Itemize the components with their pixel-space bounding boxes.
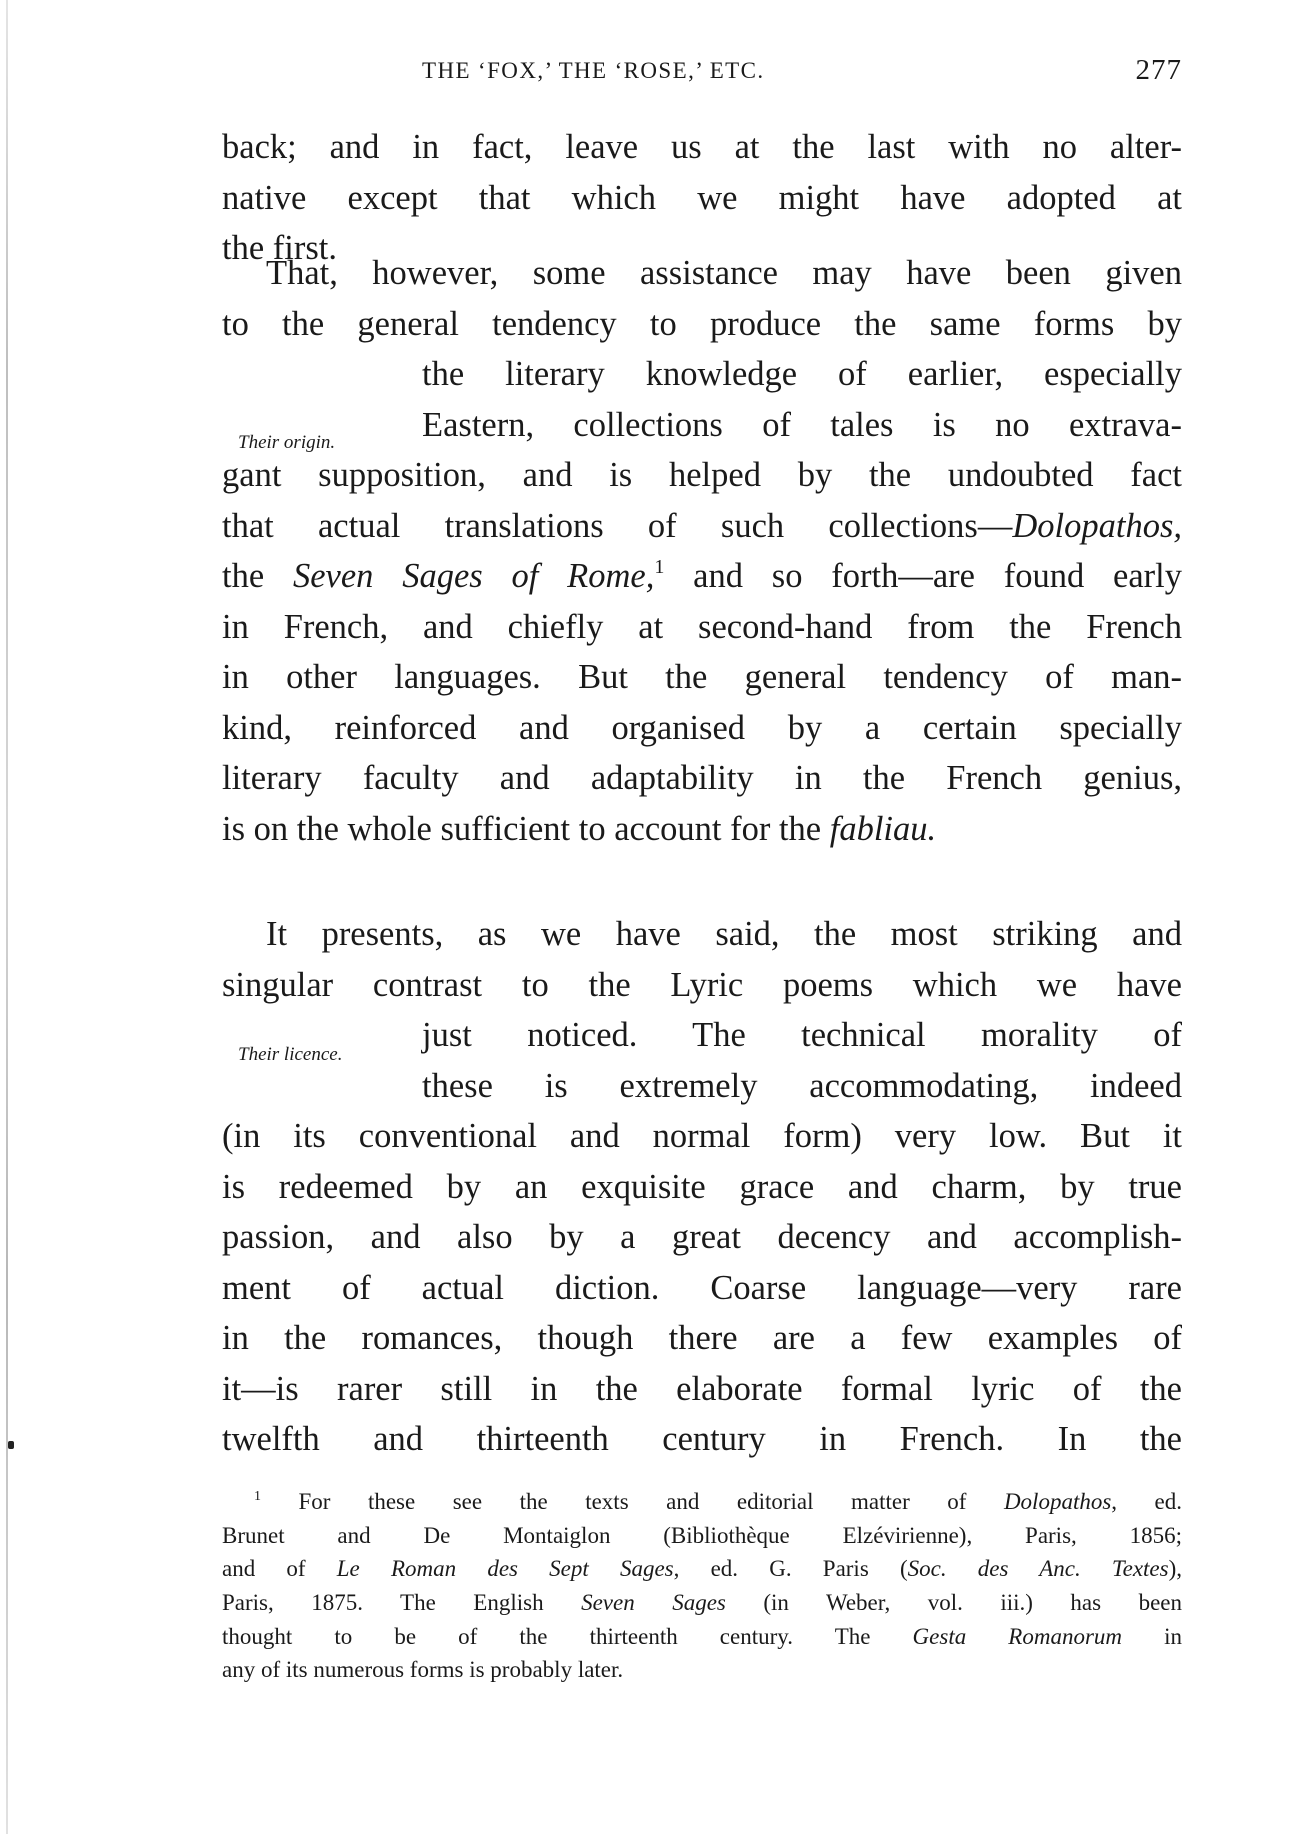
text-line: just noticed. The technical morality of xyxy=(422,1016,1182,1054)
text-line: in other languages. But the general tendency of man- xyxy=(222,658,1182,696)
text-segment: the xyxy=(222,557,293,595)
scan-ink-mark xyxy=(8,1441,14,1449)
text-line xyxy=(222,551,1182,602)
text-line: is redeemed by an exquisite grace and charm, by true xyxy=(222,1167,1182,1206)
text-segment: thought to be of the thirteenth century. The xyxy=(222,1623,913,1649)
text-line: to the general tendency to produce the same forms by xyxy=(222,304,1182,343)
text-line: That, however, some assistance may have been given xyxy=(266,254,1182,292)
text-segment: that actual translations of such collections— xyxy=(222,506,1013,545)
footnote-line xyxy=(222,1620,1182,1654)
text-line xyxy=(222,804,1182,855)
footnote-line: Brunet and De Montaiglon (Bibliothèque Elzévirienne), Paris, 1856; xyxy=(222,1522,1182,1548)
text-segment: Paris, 1875. The English xyxy=(222,1590,582,1616)
text-line: these is extremely accommodating, indeed xyxy=(422,1066,1182,1105)
text-line: kind, reinforced and organised by a certain specially xyxy=(222,708,1182,747)
page-number: 277 xyxy=(1135,54,1182,86)
text-segment: is on the whole sufficient to account for the xyxy=(222,809,830,848)
footnote-line xyxy=(222,1586,1182,1620)
text-line: gant supposition, and is helped by the undoubted fact xyxy=(222,456,1182,494)
text-line: (in its conventional and normal form) very low. But it xyxy=(222,1117,1182,1155)
text-line: back; and in fact, leave us at the last with no alter- xyxy=(222,128,1182,166)
text-segment: For these see the texts and editorial matter of xyxy=(261,1489,1004,1514)
text-segment: and of xyxy=(222,1556,337,1582)
text-segment: ), xyxy=(1168,1556,1183,1582)
italic-title: Seven Sages xyxy=(581,1590,726,1616)
text-segment: (in Weber, vol. iii.) has been xyxy=(725,1590,1182,1616)
text-line: in French, and chiefly at second-hand from the French xyxy=(222,607,1182,646)
footnote-reference: 1 xyxy=(654,556,665,578)
text-line: literary faculty and adaptability in the French genius, xyxy=(222,759,1182,797)
text-line: the literary knowledge of earlier, especially xyxy=(422,355,1182,393)
footnote xyxy=(222,1485,1182,1687)
italic-title: Seven Sages of Rome, xyxy=(292,557,655,595)
footnote-marker: 1 xyxy=(254,1489,261,1504)
text-line xyxy=(222,501,1182,552)
text-line: Eastern, collections of tales is no extrava- xyxy=(422,405,1182,444)
italic-title: Dolopathos, xyxy=(1012,506,1182,545)
page-header xyxy=(222,54,1182,94)
paragraph-3 xyxy=(222,909,1182,1465)
italic-title: Soc. des Anc. Textes xyxy=(907,1556,1169,1582)
sidenote-licence: Their licence. xyxy=(238,1044,343,1065)
italic-title: Le Roman des Sept Sages xyxy=(336,1556,674,1582)
text-segment: in xyxy=(1122,1623,1182,1649)
text-line: the first. xyxy=(222,229,337,267)
italic-title: Dolopathos xyxy=(1003,1489,1112,1514)
running-head: THE ‘FOX,’ THE ‘ROSE,’ ETC. xyxy=(422,58,765,83)
text-line: it—is rarer still in the elaborate formal lyric of the xyxy=(222,1369,1182,1408)
text-line: in the romances, though there are a few examples of xyxy=(222,1319,1182,1357)
text-segment: , ed. xyxy=(1111,1489,1182,1514)
text-line: It presents, as we have said, the most striking and xyxy=(266,915,1182,953)
sidenote-origin: Their origin. xyxy=(238,432,336,453)
text-line: native except that which we might have adopted at xyxy=(222,178,1182,217)
italic-term: fabliau. xyxy=(829,809,937,848)
footnote-line xyxy=(222,1485,1182,1519)
text-line: twelfth and thirteenth century in French. In the xyxy=(222,1420,1182,1458)
scan-binding-edge xyxy=(6,0,8,1834)
text-line: ment of actual diction. Coarse language—very rare xyxy=(222,1268,1182,1307)
paragraph-2 xyxy=(222,248,1182,854)
footnote-line xyxy=(222,1552,1182,1586)
text-line: passion, and also by a great decency and accomplish- xyxy=(222,1218,1182,1256)
text-segment: , ed. G. Paris ( xyxy=(673,1556,908,1582)
text-line: singular contrast to the Lyric poems which we have xyxy=(222,965,1182,1004)
italic-title: Gesta Romanorum xyxy=(912,1623,1123,1649)
footnote-line: any of its numerous forms is probably later. xyxy=(222,1657,624,1683)
text-segment: and so forth—are found early xyxy=(664,557,1182,595)
